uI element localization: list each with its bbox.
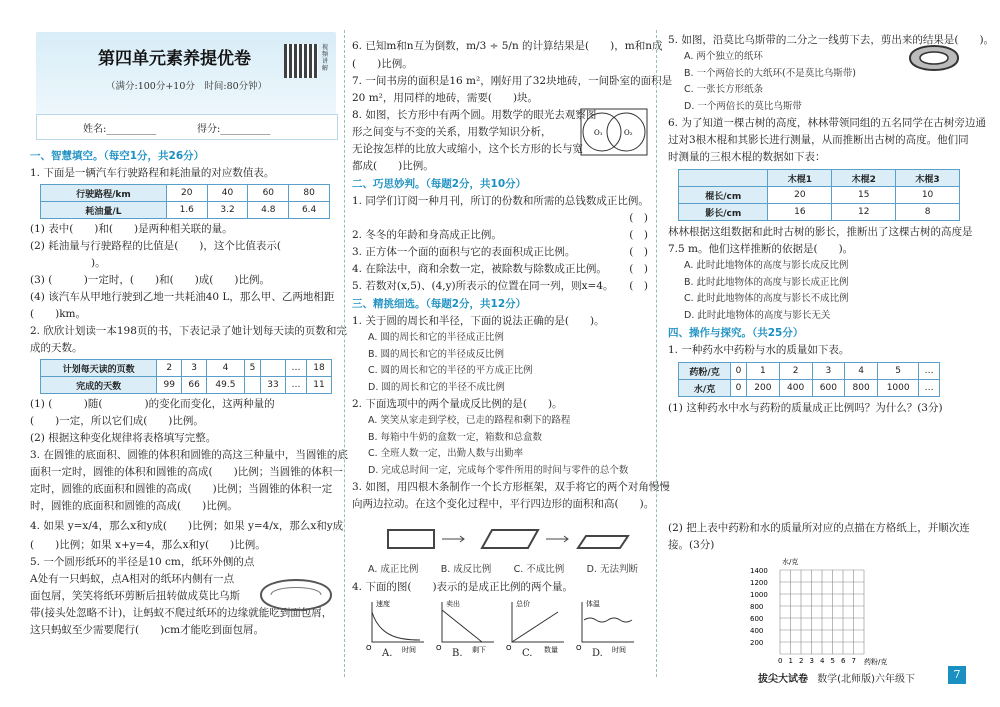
c3-options xyxy=(368,562,638,579)
q8b: 形之间变与不变的关系，用数学知识分析， xyxy=(352,126,552,138)
graph-b-x: 剩下 xyxy=(472,646,486,654)
grid-x-tick: 6 xyxy=(841,657,846,665)
column-right xyxy=(668,0,995,707)
c3-option-d[interactable]: D. 无法判断 xyxy=(586,564,638,575)
table-cell: 800 xyxy=(845,380,878,397)
frame-deformation-figure xyxy=(382,524,632,554)
j4-text: 4. 在除法中，商和余数一定，被除数与除数成正比例。 xyxy=(352,263,607,275)
table-row xyxy=(679,170,960,187)
column-left xyxy=(30,0,348,707)
table-cell: 40 xyxy=(207,185,248,202)
q8a: 8. 如图，长方形中有两个圆。用数学的眼光去观察图 xyxy=(352,109,597,121)
table-cell[interactable] xyxy=(261,360,286,377)
q1: 1. 下面是一辆汽车行驶路程和耗油量的对应数值表。 xyxy=(30,167,275,179)
c3b: 向两边拉动。在这个变化过程中，平行四边形的面积和高( )。 xyxy=(352,498,655,510)
grid-x-tick: 0 xyxy=(778,657,783,665)
c1-option-d[interactable]: D. 圆的周长和它的半径不成比例 xyxy=(368,381,505,393)
table-cell: 1000 xyxy=(878,380,919,397)
j5-text: 5. 若数对(x,5)、(4,y)所表示的位置在同一列，则x=4。 xyxy=(352,280,614,292)
table-cell: 600 xyxy=(812,380,845,397)
graph-a[interactable] xyxy=(366,599,424,654)
q3b: 面积一定时，圆锥的体积和圆锥的高成( )比例；当圆锥的体积一 xyxy=(30,466,343,478)
q1-1: (1) 表中( )和( )是两种相关联的量。 xyxy=(30,223,233,235)
two-circles-figure xyxy=(580,108,648,156)
paper-title: 第四单元素养提优卷 xyxy=(98,49,251,69)
c5: 5. 如图，沿莫比乌斯带的二分之一线剪下去，剪出来的结果是( )。 xyxy=(668,34,995,46)
table-cell xyxy=(679,170,768,187)
table-cell: 66 xyxy=(182,377,207,394)
section-2-title: 二、巧思妙判。（每题2分，共10分） xyxy=(352,178,527,190)
q8c: 无论按怎样的比放大或缩小，这个长方形的长与宽 xyxy=(352,143,583,155)
table-cell: 2 xyxy=(779,363,812,380)
q2-1: (1) ( )随( )的变化而变化，这两种量的 xyxy=(30,398,275,410)
table-cell: 3 xyxy=(812,363,845,380)
grid-x-tick: 1 xyxy=(788,657,793,665)
c3: 3. 如图，用四根木条制作一个长方形框架，双手将它的两个对角慢慢 xyxy=(352,481,670,493)
grid-y-tick: 1000 xyxy=(750,591,768,599)
q3d: 时，圆锥的底面积和圆锥的高成( )比例。 xyxy=(30,500,238,512)
table-cell: 6.4 xyxy=(289,202,330,219)
q1-4: (4) 该汽车从甲地行驶到乙地一共耗油40 L，那么甲、乙两地相距 xyxy=(30,291,335,303)
table-cell: 木棍2 xyxy=(832,170,896,187)
q5a: 5. 一个圆形纸环的半径是10 cm，纸环外侧的点 xyxy=(30,556,255,568)
grid-y-tick: 600 xyxy=(750,615,764,623)
table-cell: 400 xyxy=(779,380,812,397)
j3-text: 3. 正方体一个面的面积与它的表面积成正比例。 xyxy=(352,246,576,258)
table-cell: 完成的天数 xyxy=(41,377,157,394)
column-divider xyxy=(344,30,345,677)
graph-d-x: 时间 xyxy=(612,646,626,654)
table-cell: 11 xyxy=(307,377,332,394)
mobius-ring-icon xyxy=(256,570,336,620)
j2-paren[interactable]: ( ) xyxy=(629,229,648,241)
table-cell: 5 xyxy=(244,360,260,377)
graph-a-x: 时间 xyxy=(402,646,416,654)
footer xyxy=(758,670,915,685)
name-field[interactable]: 姓名:__________ xyxy=(83,124,157,135)
c2: 2. 下面选项中的两个量成反比例的是( )。 xyxy=(352,398,563,410)
graph-c-origin: O xyxy=(506,644,512,652)
graph-c-y: 总价 xyxy=(516,600,530,608)
column-divider xyxy=(656,30,657,677)
table-cell: 4.8 xyxy=(248,202,289,219)
c6b: 过对3根木棍和其影长进行测量，从而推断出古树的高度。他们同 xyxy=(668,134,969,146)
grid-x-label: 药粉/克 xyxy=(864,658,888,666)
c6d: 林林根据这组数据和此时古树的影长，推断出了这棵古树的高度是 xyxy=(668,226,973,238)
c1-option-a[interactable]: A. 圆的周长和它的半径成正比例 xyxy=(368,332,504,343)
j1: 1. 同学们订阅一种月刊，所订的份数和所需的总钱数成正比例。 xyxy=(352,195,649,207)
table-cell: 0 xyxy=(731,363,747,380)
grid-y-tick: 1200 xyxy=(750,579,768,587)
q1-2b: )。 xyxy=(70,257,106,269)
table-cell: 12 xyxy=(832,204,896,221)
q5e: 这只蚂蚁至少需要爬行( )cm才能吃到面包屑。 xyxy=(30,624,265,636)
table-cell: 60 xyxy=(248,185,289,202)
table-cell: 2 xyxy=(157,360,182,377)
c6-option-a[interactable]: A. 此时此地物体的高度与影长成反比例 xyxy=(684,260,849,271)
table-cell: 3 xyxy=(182,360,207,377)
paper-header xyxy=(36,32,336,140)
table-cell: 影长/cm xyxy=(679,204,768,221)
name-score-bar xyxy=(36,114,338,140)
j4-paren[interactable]: ( ) xyxy=(629,263,648,275)
table-cell: 33 xyxy=(261,377,286,394)
c2-option-a[interactable]: A. 笑笑从家走到学校，已走的路程和剩下的路程 xyxy=(368,415,571,426)
q5b: A处有一只蚂蚁，点A相对的纸环内侧有一点 xyxy=(30,573,235,585)
table-cell: 10 xyxy=(896,187,960,204)
c6-option-d[interactable]: D. 此时此地物体的高度与影长无关 xyxy=(684,309,831,321)
q2-1b: ( )一定，所以它们成( )比例。 xyxy=(30,415,204,427)
c1-option-c[interactable]: C. 圆的周长和它的半径的平方成正比例 xyxy=(368,365,533,376)
graph-label-b[interactable]: B. xyxy=(452,648,463,659)
j3 xyxy=(352,244,648,261)
graph-c-x: 数量 xyxy=(544,646,558,654)
circle-o2-label: O₂ xyxy=(624,129,633,137)
table-row xyxy=(41,360,332,377)
graph-c[interactable] xyxy=(506,599,564,654)
table-cell: 16 xyxy=(768,204,832,221)
c5-option-b[interactable]: B. 一个两倍长的大纸环(不是莫比乌斯带) xyxy=(684,67,856,79)
q8d: 都成( )比例。 xyxy=(352,160,434,172)
q4b: ( )比例；如果 x+y=4，那么x和y( )比例。 xyxy=(30,539,266,551)
table-cell: … xyxy=(285,360,306,377)
c2-option-b[interactable]: B. 每箱中牛奶的盒数一定，箱数和总盒数 xyxy=(368,431,543,443)
c6e: 7.5 m。他们这样推断的依据是( )。 xyxy=(668,243,854,255)
grid-x-tick: 2 xyxy=(799,657,804,665)
c5-option-d[interactable]: D. 一个两倍长的莫比乌斯带 xyxy=(684,100,802,112)
table-cell: 木棍3 xyxy=(896,170,960,187)
table-mileage xyxy=(40,184,330,219)
graph-label-a[interactable]: A. xyxy=(382,648,393,659)
table-cell: 20 xyxy=(768,187,832,204)
p1: 1. 一种药水中药粉与水的质量如下表。 xyxy=(668,344,850,356)
table-cell: 80 xyxy=(289,185,330,202)
table-cell: 4 xyxy=(845,363,878,380)
table-cell: … xyxy=(919,380,940,397)
j2-text: 2. 冬冬的年龄和身高成正比例。 xyxy=(352,229,502,241)
table-cell: 4 xyxy=(207,360,245,377)
grid-y-tick: 1400 xyxy=(750,567,768,575)
score-info: （满分:100分+10分 时间:80分钟） xyxy=(106,81,268,92)
circle-o1-label: O₁ xyxy=(594,129,603,137)
q7: 7. 一间书房的面积是16 m²，刚好用了32块地砖，一间卧室的面积是 xyxy=(352,75,673,87)
qr-label: 视频讲解 xyxy=(322,44,329,72)
c2-option-d[interactable]: D. 完成总时间一定，完成每个零件所用的时间与零件的总个数 xyxy=(368,464,629,476)
score-field[interactable]: 得分:__________ xyxy=(197,124,271,135)
c1-option-b[interactable]: B. 圆的周长和它的半径成反比例 xyxy=(368,348,505,360)
table-row xyxy=(41,202,330,219)
grid-x-tick: 4 xyxy=(820,657,825,665)
answer-grid[interactable] xyxy=(744,556,894,668)
c4: 4. 下面的图( )表示的是成正比例的两个量。 xyxy=(352,580,574,593)
table-cell: 15 xyxy=(832,187,896,204)
graph-b-y: 卖出 xyxy=(446,600,460,608)
table-row xyxy=(679,363,940,380)
graph-d-origin: O xyxy=(576,644,582,652)
graph-b-origin: O xyxy=(436,644,442,652)
grid-y-tick: 400 xyxy=(750,627,764,635)
footer-brand: 拔尖大试卷 xyxy=(758,674,808,685)
j1-paren[interactable]: ( ) xyxy=(629,212,648,224)
grid-y-tick: 800 xyxy=(750,603,764,611)
table-cell: 49.5 xyxy=(207,377,245,394)
q3a: 3. 在圆锥的底面积、圆锥的体积和圆锥的高这三种量中，当圆锥的底 xyxy=(30,449,348,461)
graph-a-origin: O xyxy=(366,644,372,652)
table-cell: 1 xyxy=(746,363,779,380)
table-cell: 8 xyxy=(896,204,960,221)
table-row xyxy=(679,204,960,221)
table-cell: 99 xyxy=(157,377,182,394)
table-row xyxy=(679,380,940,397)
j3-paren[interactable]: ( ) xyxy=(629,246,648,258)
c5-option-a[interactable]: A. 两个独立的纸环 xyxy=(684,51,763,62)
c1: 1. 关于圆的周长和半径，下面的说法正确的是( )。 xyxy=(352,315,605,327)
j4 xyxy=(352,261,648,278)
table-cell: 5 xyxy=(878,363,919,380)
table-cell: 3.2 xyxy=(207,202,248,219)
footer-subject: 数学(北师版)六年级下 xyxy=(817,674,915,685)
section-4-title: 四、操作与探究。（共25分） xyxy=(668,327,804,339)
section-1-title: 一、智慧填空。（每空1分，共26分） xyxy=(30,150,205,162)
table-row xyxy=(41,185,330,202)
q3c: 定时，圆锥的底面积和圆锥的高成( )比例；当圆锥的体积一定 xyxy=(30,483,333,495)
table-cell: … xyxy=(285,377,306,394)
q6: 6. 已知m和n互为倒数，m/3 ÷ 5/n 的计算结果是( )，m和n成 xyxy=(352,40,663,52)
table-cell: 0 xyxy=(731,380,747,397)
c6c: 时测量的三根木棍的数据如下表： xyxy=(668,151,826,163)
mobius-strip-icon xyxy=(904,36,964,80)
p1-1: (1) 这种药水中水与药粉的质量成正比例吗？为什么？(3分) xyxy=(668,402,943,414)
column-middle xyxy=(352,0,673,707)
table-row xyxy=(41,377,332,394)
q4a: 4. 如果 y=x/4，那么x和y成( )比例；如果 y=4/x，那么x和y成 xyxy=(30,520,344,532)
graph-a-y: 速度 xyxy=(376,600,390,608)
table-cell: 药粉/克 xyxy=(679,363,731,380)
grid-y-tick: 200 xyxy=(750,639,764,647)
page-number: 7 xyxy=(948,666,966,684)
table-sticks xyxy=(678,169,960,221)
grid-x-tick: 5 xyxy=(830,657,835,665)
p1-2: (2) 把上表中药粉和水的质量所对应的点描在方格纸上，并顺次连 xyxy=(668,522,970,534)
grid-x-tick: 7 xyxy=(851,657,856,665)
table-cell: 水/克 xyxy=(679,380,731,397)
table-reading xyxy=(40,359,332,394)
c6-option-b[interactable]: B. 此时此地物体的高度与影长成正比例 xyxy=(684,276,849,288)
table-cell: 20 xyxy=(166,185,207,202)
q1-3: (3) ( )一定时，( )和( )成( )比例。 xyxy=(30,274,270,286)
j5 xyxy=(352,278,648,295)
q1-2: (2) 耗油量与行驶路程的比值是( )，这个比值表示( xyxy=(30,240,281,252)
table-cell: … xyxy=(919,363,940,380)
q1-4b: ( )km。 xyxy=(30,308,87,320)
grid-y-label: 水/克 xyxy=(782,558,799,566)
table-cell: 200 xyxy=(746,380,779,397)
table-cell[interactable] xyxy=(244,377,260,394)
q2: 2. 欣欣计划读一本198页的书，下表记录了她计划每天读的页数和完 xyxy=(30,325,347,337)
q2b: 成的天数。 xyxy=(30,342,83,354)
c5-option-c[interactable]: C. 一张长方形纸条 xyxy=(684,84,764,95)
c2-option-c[interactable]: C. 全班人数一定，出勤人数与出勤率 xyxy=(368,448,524,459)
graph-d[interactable] xyxy=(576,599,634,654)
table-cell: 计划每天读的页数 xyxy=(41,360,157,377)
q5d: 带(接头处忽略不计)，让蚂蚁不爬过纸环的边缘就能吃到面包屑， xyxy=(30,607,333,619)
table-cell: 耗油量/L xyxy=(41,202,167,219)
graph-label-c[interactable]: C. xyxy=(522,648,533,659)
c6-option-c[interactable]: C. 此时此地物体的高度与影长不成比例 xyxy=(684,293,849,304)
c3-option-a[interactable]: A. 成正比例 xyxy=(368,564,419,575)
table-cell: 棍长/cm xyxy=(679,187,768,204)
table-cell: 1.6 xyxy=(166,202,207,219)
table-medicine xyxy=(678,362,940,397)
graph-label-d[interactable]: D. xyxy=(592,648,603,659)
q2-2: (2) 根据这种变化规律将表格填写完整。 xyxy=(30,432,217,444)
c3-option-c[interactable]: C. 不成比例 xyxy=(513,564,565,575)
table-row xyxy=(679,187,960,204)
c3-option-b[interactable]: B. 成反比例 xyxy=(440,564,492,575)
section-3-title: 三、精挑细选。（每题2分，共12分） xyxy=(352,298,527,310)
table-cell: 木棍1 xyxy=(768,170,832,187)
qr-code-icon[interactable] xyxy=(284,44,318,78)
graph-d-y: 体温 xyxy=(586,600,600,608)
q5c: 面包屑，笑笑将纸环剪断后扭转做成莫比乌斯 xyxy=(30,590,240,602)
c6a: 6. 为了知道一棵古树的高度，林林带领同组的五名同学在古树旁边通 xyxy=(668,117,986,129)
q6b: ( )比例。 xyxy=(352,58,413,70)
j2 xyxy=(352,227,648,244)
table-cell: 行驶路程/km xyxy=(41,185,167,202)
grid-x-tick: 3 xyxy=(809,657,814,665)
q7b: 20 m²，用同样的地砖，需要( )块。 xyxy=(352,92,539,104)
table-cell: 18 xyxy=(307,360,332,377)
j5-paren[interactable]: ( ) xyxy=(629,280,648,292)
p1-2b: 接。(3分) xyxy=(668,539,715,551)
graph-b[interactable] xyxy=(436,599,494,654)
